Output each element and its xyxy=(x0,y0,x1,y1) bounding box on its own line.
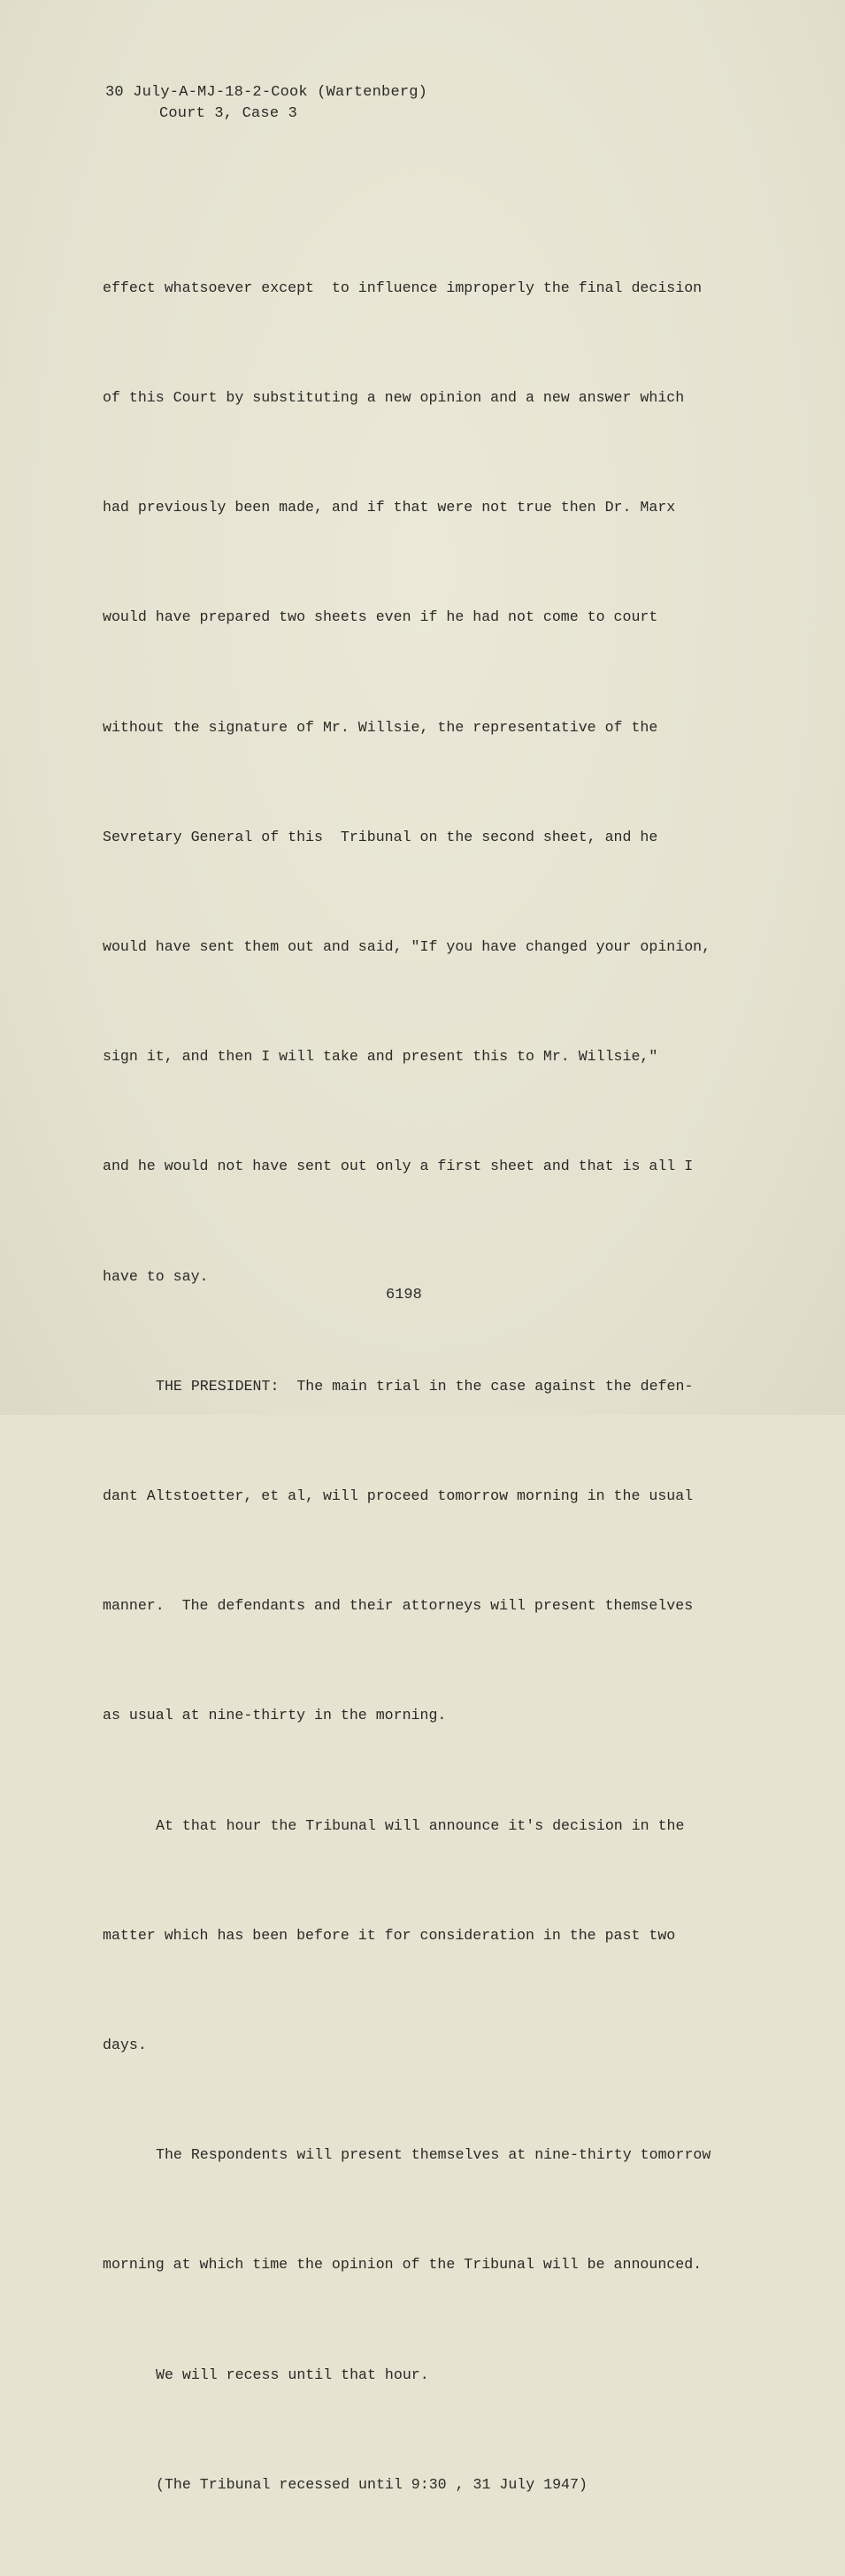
text-line: Sevretary General of this Tribunal on the second sheet, and he xyxy=(103,828,658,845)
text-line: manner. The defendants and their attorneys will present themselves xyxy=(103,1597,694,1615)
header-court-case: Court 3, Case 3 xyxy=(159,105,298,122)
text-line: effect whatsoever except to influence improperly the final decision xyxy=(103,279,703,296)
text-line: have to say. xyxy=(103,1267,209,1285)
text-line: without the signature of Mr. Willsie, the representative of the xyxy=(103,718,658,736)
text-line: would have prepared two sheets even if he had not come to court xyxy=(103,608,658,626)
text-line-recess-note: (The Tribunal recessed until 9:30 , 31 July 1947) xyxy=(156,2475,588,2493)
text-line: At that hour the Tribunal will announce it's decision in the xyxy=(156,1816,685,1834)
text-line-speaker: THE PRESIDENT: The main trial in the case against the defen- xyxy=(156,1377,694,1395)
text-line: had previously been made, and if that were not true then Dr. Marx xyxy=(103,499,676,516)
text-line: would have sent them out and said, "If you have changed your opinion, xyxy=(103,938,711,956)
text-line: as usual at nine-thirty in the morning. xyxy=(103,1707,447,1724)
text-line: of this Court by substituting a new opinion and a new answer which xyxy=(103,389,685,407)
text-line: The Respondents will present themselves at nine-thirty tomorrow xyxy=(156,2146,711,2164)
transcript-body xyxy=(103,196,740,2576)
text-line: morning at which time the opinion of the Tribunal will be announced. xyxy=(103,2256,703,2274)
text-line: days. xyxy=(103,2037,147,2054)
text-line: matter which has been before it for consideration in the past two xyxy=(103,1926,676,1944)
text-line: dant Altstoetter, et al, will proceed tomorrow morning in the usual xyxy=(103,1487,694,1505)
text-line: We will recess until that hour. xyxy=(156,2366,429,2383)
text-line: sign it, and then I will take and present this to Mr. Willsie," xyxy=(103,1048,658,1066)
page-number: 6198 xyxy=(386,1287,422,1303)
text-line: and he would not have sent out only a first sheet and that is all I xyxy=(103,1158,694,1175)
header-reference-line: 30 July-A-MJ-18-2-Cook (Wartenberg) xyxy=(105,84,428,101)
